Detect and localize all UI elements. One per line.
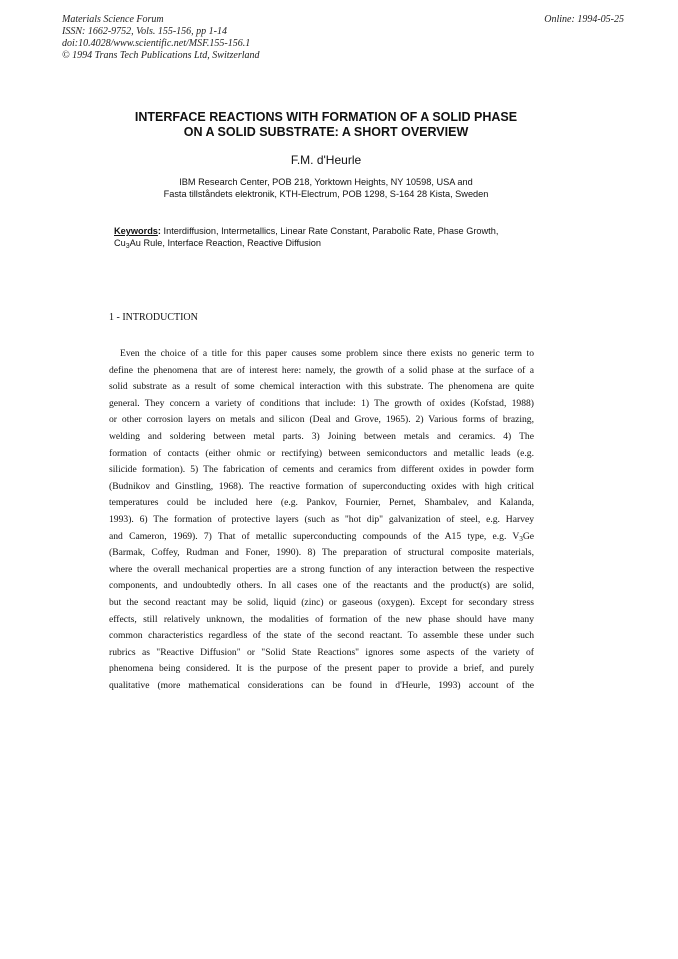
keywords-cu: Cu <box>114 238 126 248</box>
issn-line: ISSN: 1662-9752, Vols. 155-156, pp 1-14 <box>62 26 227 37</box>
body-line: welding and soldering between metal parts. 3) Joining between metals and ceramics. 4) The <box>109 430 534 442</box>
online-date: Online: 1994-05-25 <box>544 14 624 25</box>
body-line: common characteristics regardless of the state of the second reactant. To assemble these under such <box>109 630 534 642</box>
body-line-part: and Cameron, 1969). 7) That of metallic superconducting compounds of the A15 type, e.g. V <box>109 530 520 542</box>
body-line: (Budnikov and Ginstling, 1968). The reactive formation of superconducting oxides with high critical <box>109 480 534 492</box>
body-line: silicide formation). 5) The fabrication of cements and ceramics from different oxides in powder form <box>109 464 534 476</box>
body-line: phenomena being considered. It is the purpose of the present paper to provide a brief, and purely <box>109 663 534 675</box>
body-line: rubrics as "Reactive Diffusion" or "Solid State Reactions" ignores some aspects of the variety of <box>109 646 534 658</box>
affiliation-line-2: Fasta tillståndets elektronik, KTH-Electrum, POB 1298, S-164 28 Kista, Sweden <box>163 189 489 199</box>
body-line: but the second reactant may be solid, liquid (zinc) or gaseous (oxygen). Except for secondary stress <box>109 596 534 608</box>
title-line-2: ON A SOLID SUBSTRATE: A SHORT OVERVIEW <box>183 125 469 139</box>
body-line: qualitative (more mathematical considerations can be found in d'Heurle, 1993) account of the <box>109 679 534 691</box>
copyright-line: © 1994 Trans Tech Publications Ltd, Switzerland <box>62 50 260 61</box>
body-line: components, and undoubtedly others. In all cases one of the reactants and the product(s) are solid, <box>109 580 534 592</box>
body-line: or other corrosion layers on metals and silicon (Deal and Grove, 1965). 2) Various forms of brazing, <box>109 414 534 426</box>
doi-line[interactable]: doi:10.4028/www.scientific.net/MSF.155-156.1 <box>62 38 251 49</box>
body-line: (Barmak, Coffey, Rudman and Foner, 1990). 8) The preparation of structural composite materials, <box>109 547 534 559</box>
journal-name: Materials Science Forum <box>62 14 164 25</box>
keywords-line-1: Interdiffusion, Intermetallics, Linear Rate Constant, Parabolic Rate, Phase Growth, <box>163 226 499 236</box>
body-line: Even the choice of a title for this paper causes some problem since there exists no generic term to <box>120 348 534 359</box>
body-paragraph <box>109 346 534 694</box>
body-line: where the overall mechanical properties are a strong function of any interaction between the respective <box>109 563 534 575</box>
keywords-block: Keywords: Interdiffusion, Intermetallics, Linear Rate Constant, Parabolic Rate, Phase Growth, $Cu_3Au$ Rule, Interface Reaction, Reactive Diffusion <box>114 226 499 250</box>
body-line: general. They concern a variety of conditions that include: 1) The growth of oxides (Kofstad, 1988) <box>109 397 534 409</box>
keywords-sub: 3 <box>125 243 130 250</box>
body-line-v3ge <box>109 529 534 546</box>
body-line: formation of contacts (either ohmic or rectifying) between semiconductors and metallic leads (e.g. <box>109 447 534 459</box>
keywords-label: Keywords <box>114 226 158 236</box>
paper-title <box>100 110 552 140</box>
title-line-1: INTERFACE REACTIONS WITH FORMATION OF A SOLID PHASE <box>134 110 518 124</box>
journal-header <box>62 14 260 62</box>
section-heading: 1 - INTRODUCTION <box>109 312 198 323</box>
body-line: solid substrate as a result of some chemical interaction with this substrate. The phenomena are quite <box>109 381 534 393</box>
affiliation-line-1: IBM Research Center, POB 218, Yorktown Heights, NY 10598, USA and <box>179 177 473 187</box>
body-line: effects, still relatively unknown, the modalities of formation of the new phase should have many <box>109 613 534 625</box>
body-sub: 3 <box>519 534 523 543</box>
body-line: define the phenomena that are of interest here: namely, the growth of a solid phase at the surface of a <box>109 364 534 376</box>
body-line: temperatures could be included here (e.g. Pankov, Fournier, Pernet, Shambalev, and Kalanda, <box>109 497 534 509</box>
body-line-part: Ge <box>522 530 534 542</box>
author-name: F.M. d'Heurle <box>290 153 362 167</box>
body-line: 1993). 6) The formation of protective layers (such as "hot dip" galvanization of steel, e.g. Harvey <box>109 513 534 525</box>
keywords-line-2: Au Rule, Interface Reaction, Reactive Diffusion <box>129 238 321 248</box>
affiliation <box>80 176 572 200</box>
